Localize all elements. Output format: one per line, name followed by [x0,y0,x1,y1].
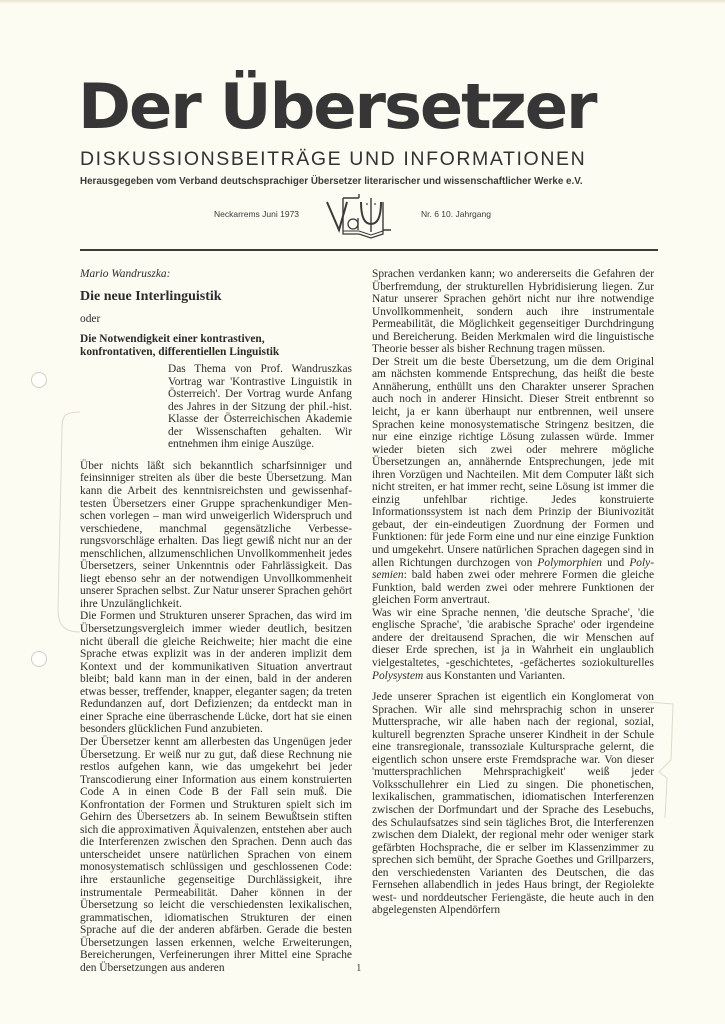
right-column [372,268,654,917]
punch-hole [31,651,47,667]
article-subtitle [80,333,352,359]
punch-hole [31,372,47,388]
vdue-monogram-logo-icon [325,192,399,240]
subtitle-line: Die Notwendigkeit einer kontrastiven, [80,333,265,346]
text-run: : bald haben zwei oder mehrere Formen die gleiche Funktion, bald werden zwei oder mehrere Funktionen der gleichen Form anvertraut. [372,569,654,607]
body-paragraph: Der Übersetzer kennt am allerbesten das Ungenügen jeder Übersetzung. Er weiß nur zu gut, daß diese Rechnung nie restlos aufgehen kann, wie das umgekehrt bei jeder Transcodierung einer Information aus einem konstruierten Code A in einen Code B der Fall sein muß. Die Konfrontation der Formen und Strukturen spielt sich im Gehirn des Übersetzers ab. In seinem Bewußtsein stiften sich die approximativen Äquivalenzen, entstehen aber auch die Interferenzen zwischen den Sprachen. Denn auch das unterscheidet unsere natürlichen Sprachen von einem monosystematisch schlüssigen und geschlossenen Code: ihre erstaunliche gegenseitige Durchlässigkeit, ihre instrumentale Permeabilität. Daher können in der Übersetzung so leicht die verschiedensten lexikalischen, grammatischen, idiomatischen Strukturen der einen Sprache auf die der anderen abfärben. Gerade die besten Übersetzungen lassen erkennen, welche Erweiterungen, Bereicherungen, Verfeinerungen ihrer Mittel eine Sprache den Übersetzungen aus anderen [80,735,352,974]
margin-bracket-mark [52,410,82,640]
body-paragraph: Die Formen und Strukturen unserer Sprachen, das wird im Übersetzungsvergleich immer wieder deutlich, besitzen nicht überall die gleiche Reichweite; hier macht die eine Sprache etwas explizit was in der anderen implizit dem Kontext und der kommunikativen Situation anvertraut bleibt; bald kann man in der einen, bald in der anderen etwas besser, treffender, knapper, eleganter sagen; da treten Redundanzen auf, dort Defizienzen; da entdeckt man in einer Sprache eine überraschende Lücke, dort hat sie einen besonders glücklichen Fund anzubieten. [80,610,352,736]
newsletter-subtitle: DISKUSSIONSBEITRÄGE UND INFORMATIONEN [80,148,587,170]
body-paragraph [372,607,654,682]
paper-edge [0,0,725,4]
text-run: Was wir eine Sprache nennen, 'die deutsche Sprache', 'die englische Sprache', 'die arabische Sprache' oder irgendeine andere der dreitausend Sprachen, die wir Menschen auf dieser Erde sprechen, ist ja in Wahrheit ein unglaublich vielgestaltetes, -geschichtetes, -gefächertes soziokulturelles [372,606,654,669]
editorial-intro: Das Thema von Prof. Wandruszkas Vortrag war 'Kontrastive Linguistik in Österreich'. Der Vortrag wurde Anfang des Jahres in der Sitzung der phil.-hist. Klasse der Österreichischen Akademie der Wissenschaften gehalten. Wir entnehmen ihm einige Auszüge. [168,363,352,451]
emphasis-term: Polymorphien [537,556,602,569]
left-column [80,268,352,974]
emphasis-term: Polysystem [372,669,424,682]
body-paragraph: Über nichts läßt sich bekanntlich scharfsinniger und feinsinniger streiten als über die beste Übersetzung. Man kann die Arbeit des kenntnisreichsten und gewissenhaftesten Übersetzers einer Gruppe sprachenkundiger Menschen vorlegen – man wird unweigerlich Widerspruch und verschiedene, manchmal gegensätzliche Verbesserungsvorschläge erhalten. Das liegt gewiß nicht nur an der menschlichen, allzumenschlichen Unvollkommenheit jedes Übersetzers, seiner Unkenntnis oder Fahrlässigkeit. Das liegt ebenso sehr an der notwendigen Unvollkommenheit unserer Sprachen selbst. Zur Natur unserer Sprachen gehört ihre Unzulänglichkeit. [80,459,353,610]
text-run: und [601,556,630,569]
subtitle-line: konfrontativen, differentiellen Linguistik [80,346,280,359]
publisher-line: Herausgegeben vom Verband deutschsprachiger Übersetzer literarischer und wissenschaftlicher Werke e.V. [80,176,583,187]
header-rule [80,249,658,251]
text-run: aus Konstanten und Varianten. [423,669,566,682]
article-author: Mario Wandruszka: [80,268,171,280]
body-paragraph: Jede unserer Sprachen ist eigentlich ein Konglomerat von Sprachen. Wir alle sind mehrsprachig schon in unserer Muttersprache, wir alle haben nach der regional, sozial, kulturell begrenzten Sprache unserer Kindheit in der Schule eine transregionale, transsoziale Kultursprache gelernt, die eigentlich schon unsere erste Fremdsprache war. Von dieser 'muttersprachlichen Mehrsprachigkeit' weiß jeder Volksschullehrer ein Lied zu singen. Die phonetischen, lexikalischen, grammatischen, idiomatischen Interferenzen zwischen der Dorfmundart und der Sprache des Lesebuchs, des Schulaufsatzes sind sein tägliches Brot, die Interferenzen zwischen dem Dialekt, der regional mehr oder weniger stark gefärbten Hochsprache, die er selber im Klassenzimmer zu sprechen sich bemüht, der Sprache Goethes und Grillparzers, den verschiedensten Varianten des Deutschen, die das Fernsehen allabendlich in jedes Haus bringt, der Regiolekte west- und norddeutscher Feriengäste, die heute auch in den abgelegensten Alpendörfern [372,691,654,917]
title-connector: oder [80,312,101,325]
text-run: Der Streit um die beste Übersetzung, um die dem Original am nächsten kommende Entsprechung, das heißt die beste Annäherung, enthüllt uns den Charakter unserer Sprachen auch noch in anderer Hinsicht. Dieser Streit entbrennt so leicht, ja er kann überhaupt nur entbrennen, weil unsere Sprachen keine monosystematische Stringenz besitzen, die nur eine einzige richtige Lösung zulassen würde. Immer wieder bieten sich zwei oder mehrere mögliche Übersetzungen an, annähernde Entsprechungen, jede mit ihren Vorzügen und Nachteilen. Mit dem Computer läßt sich nicht streiten, er hat immer recht, seine Lösung ist immer die einzig unfehlbar richtige. Jedes konstruierte Informationssystem ist nach dem Prinzip der Biunivozität gebaut, der ein-eindeutigen Zuordnung der Formen und Funktionen: für jede Form eine und nur eine einzige Funktion und umgekehrt. Unsere natürlichen Sprachen dagegen sind in allen Richtungen durchzogen von [372,355,654,569]
body-paragraph: Sprachen verdanken kann; wo andererseits die Gefahren der Überfremdung, der strukturellen Hybridisierung liegen. Zur Natur unserer Sprachen gehört nicht nur ihre notwendige Unvollkommenheit, sondern auch ihre instrumentale Permeabilität, die Möglichkeit gegenseitiger Durchdringung und Bereicherung. Beiden Merkmalen wird die linguistische Theorie besser als bisher Rechnung tragen müssen. [372,268,654,356]
issue-place-date: Neckarrems Juni 1973 [214,209,300,219]
issue-number: Nr. 6 10. Jahrgang [421,209,491,219]
newsletter-title: Der Übersetzer [78,70,596,143]
page-number: 1 [356,962,362,974]
body-paragraph [372,356,654,607]
emphasis-term: Polysemien [372,556,654,582]
article-title: Die neue Interlinguistik [80,288,222,304]
